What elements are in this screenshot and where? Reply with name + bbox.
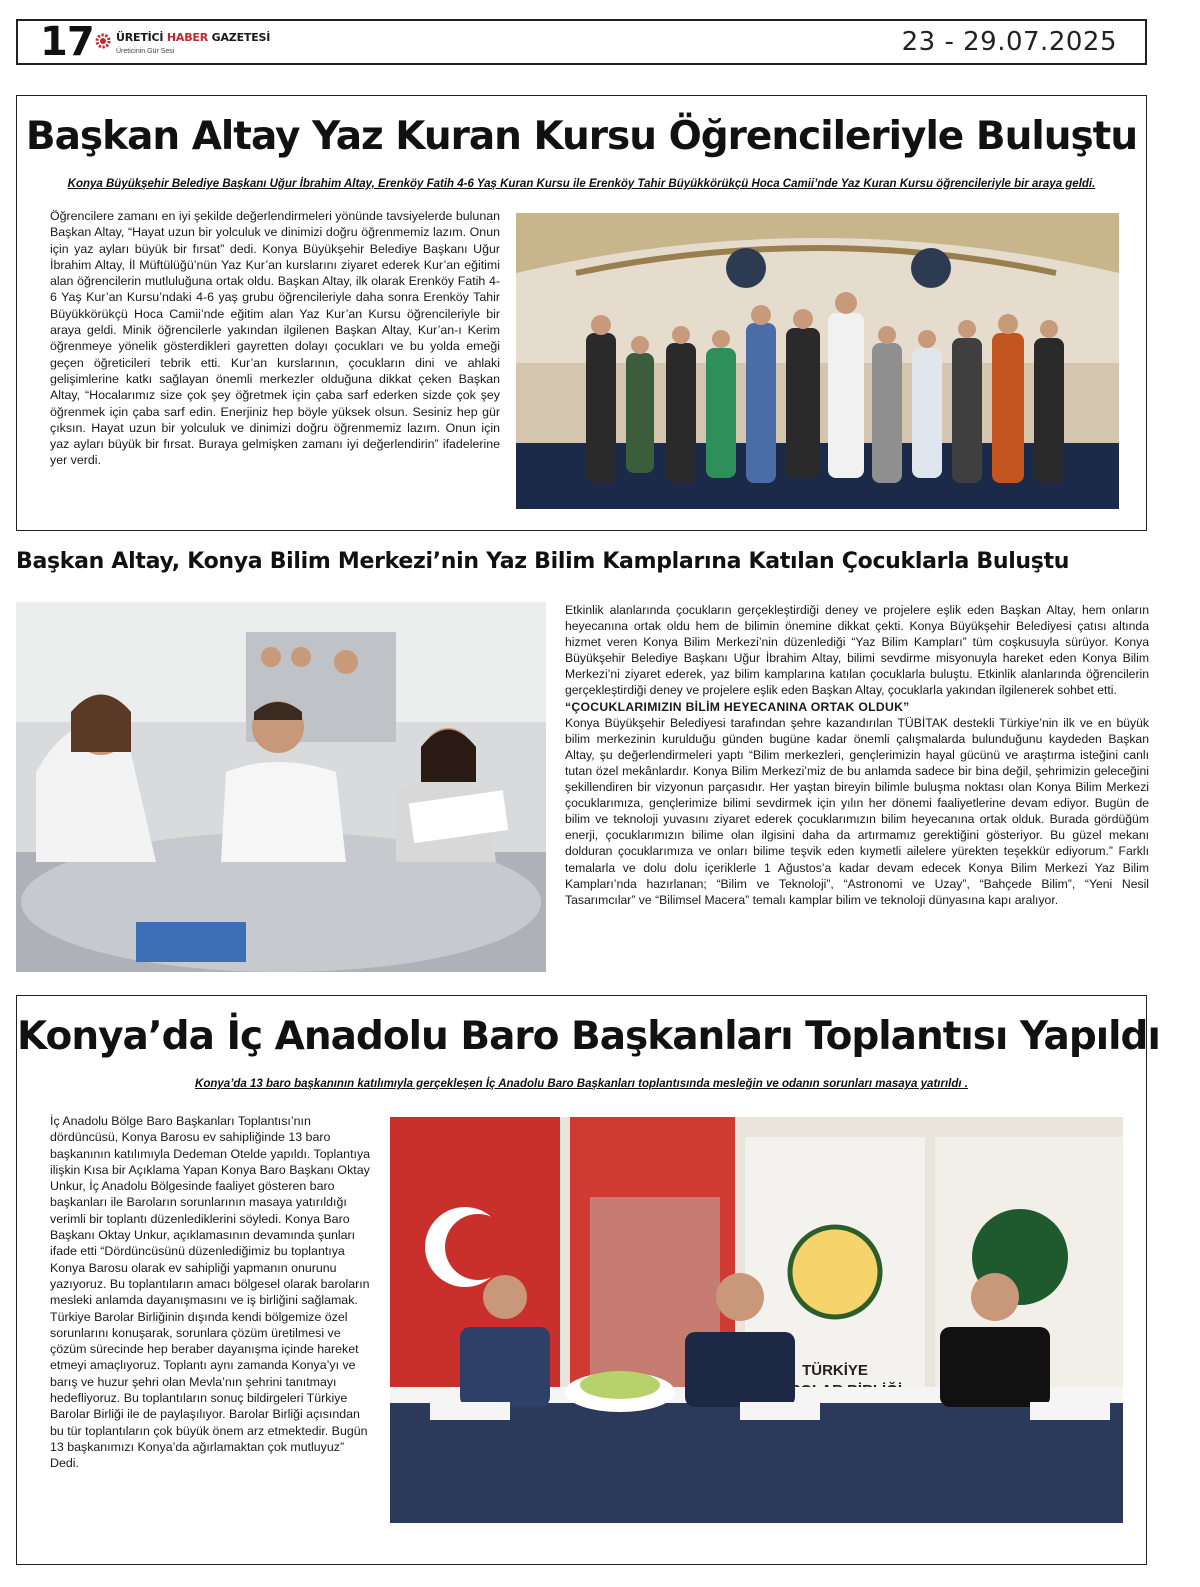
article2-body xyxy=(565,602,1149,908)
article-bar-presidents xyxy=(16,995,1160,1565)
article2-body-part2: Konya Büyükşehir Belediyesi tarafından şehre kazandırılan TÜBİTAK destekli Türkiye’nin ilk ve en büyük bilim merkezinin kurulduğu günden bugüne kadar önemli çalışmalarda bulunduğunu kaydeden Başkan Altay, şu değerlendirmeleri yaptı “Bilim merkezleri, gençlerimizin hayal gücünü ve araştırma isteğini canlı tutan özel mekânlardır. Konya Bilim Merkezi’miz de bu anlamda sadece bir bina değil, şehrimizin geleceğini şekillendiren bir vizyonun parçasıdır. Her yaştan bireyin bilimle buluşma noktası olan Konya Bilim Merkezi çocuklarımıza, gençlerimize bilimi sevdirmek için yılın her dönemi faaliyetlerine devam ediyor. Bugün de bilim ve teknoloji yuvasını ziyaret ederek çocuklarımızın bilim heyecanına ortak olduk. Burada gördüğüm enerji, çocuklarımızın bilime olan ilgisini daha da artırmamız gerektiğini gösteriyor. Bu güzel mekanı dolduran çocuklarımıza ve onları bilime teşvik eden kıymetli ailelere yürekten teşekkür ediyorum.” Farklı temalarla ve dolu dolu içeriklerle 1 Ağustos’a kadar devam edecek Konya Bilim Merkezi Yaz Bilim Kampları’nda hazırlanan; “Bilim ve Teknoloji”, “Astronomi ve Uzay”, “Bahçede Bilim”, “Yeni Nesil Tasarımcılar” ve “Bilimsel Macera” temalı kamplar bilim ve teknoloji dünyasına kapı aralıyor. xyxy=(565,715,1149,907)
logo-name-part1: ÜRETİCİ xyxy=(116,31,164,44)
page-header xyxy=(16,19,1147,65)
bar-meeting-photo xyxy=(390,1117,1123,1523)
article1-body: Öğrencilere zamanı en iyi şekilde değerlendirmeleri yönünde tavsiyelerde bulunan Başkan Altay, “Hayat uzun bir yolculuk ve dinimizi doğru öğrenmemiz lazım. Onun için yaz ayları büyük bir fırsat” dedi. Konya Büyükşehir Belediye Başkanı Uğur İbrahim Altay, İl Müftülüğü’nün Yaz Kur’an kurslarını ziyaret ederek Kur’an eğitimi alan öğrencilerin mutluluğuna ortak oldu. Başkan Altay, ilk olarak Erenköy Fatih 4-6 Yaş Kur’an Kursu’ndaki 4-6 yaş grubu öğrencileriyle daha sonra Erenköy Tahir Büyükkörükçü Hoca Camii’nde eğitim alan Yaz Kur’an Kursu öğrencileriyle bir araya geldi. Minik öğrencilerle yakından ilgilenen Başkan Altay, Kur’an-ı Kerim öğrenmeye yönelik gösterdikleri gayretten dolayı çocukları ve bu yolda emeği geçen öğreticileri tebrik etti. Kur’an kurslarının, çocukların dini ve ahlaki gelişimlerine katkı sağlayan önemli merkezler olduğuna dikkat çeken Başkan Altay, “Hocalarımız size çok şey öğretmek için çaba sarf ederken sizde çok şey öğrenmek için çaba sarf edin. Enerjiniz hep böyle yüksek olsun. Sesiniz hep gür çıksın. Hayat uzun bir yolculuk ve dinimizi doğru öğrenmemiz lazım. Onun için yaz ayları büyük bir fırsat. Buraya gelmişken zamanı iyi değerlendirin” ifadelerine yer verdi. xyxy=(50,209,500,468)
logo-name-part2: HABER xyxy=(166,31,209,44)
article2-headline: Başkan Altay, Konya Bilim Merkezi’nin Yaz Bilim Kamplarına Katılan Çocuklarla Buluştu xyxy=(16,549,1070,574)
article2-body-part1: Etkinlik alanlarında çocukların gerçekleştirdiği deney ve projelere eşlik eden Başkan Altay, hem onların heyecanına ortak oldu hem de bilimin önemine dikkat çekti. Konya Büyükşehir Belediyesi çatısı altında hizmet veren Konya Bilim Merkezi’nin düzenlediği “Yaz Bilim Kampları” tüm coşkusuyla sürüyor. Konya Büyükşehir Belediye Başkanı Uğur İbrahim Altay, bilimi sevdirme misyonuyla hareket eden Konya Bilim Merkezi’ni ziyaret ederek, yaz bilim kamplarına katılan çocuklarla buluştu. Etkinlik alanlarında öğrencilerin gerçekleştirdiği deney ve projelere eşlik eden Başkan Altay, çocuklarla yakından ilgilenerek sohbet etti. xyxy=(565,603,1149,698)
article3-deck: Konya’da 13 baro başkanının katılımıyla gerçekleşen İç Anadolu Baro Başkanları toplantısında mesleğin ve odanın sorunları masaya yatırıldı . xyxy=(195,1078,968,1090)
banner-text: TÜRKİYE xyxy=(802,1362,868,1379)
gear-logo-icon xyxy=(94,32,112,50)
article3-headline: Konya’da İç Anadolu Baro Başkanları Toplantısı Yapıldı xyxy=(17,1014,1160,1059)
article-quran-course xyxy=(16,95,1147,531)
mosque-group-photo xyxy=(516,213,1119,509)
article1-headline: Başkan Altay Yaz Kuran Kursu Öğrencileriyle Buluştu xyxy=(25,114,1138,159)
article1-deck: Konya Büyükşehir Belediye Başkanı Uğur İbrahim Altay, Erenköy Fatih 4-6 Yaş Kuran Kursu ile Erenköy Tahir Büyükkörükçü Hoca Camii’nde Yaz Kuran Kursu öğrencileriyle bir araya geldi. xyxy=(67,178,1096,190)
page-number: 17 xyxy=(40,19,94,65)
newspaper-logo xyxy=(94,28,271,62)
issue-date: 23 - 29.07.2025 xyxy=(901,27,1117,57)
logo-name-part3: GAZETESİ xyxy=(211,31,271,44)
article2-subhead: “ÇOCUKLARIMIZIN BİLİM HEYECANINA ORTAK OLDUK” xyxy=(565,699,910,714)
article3-body: İç Anadolu Bölge Baro Başkanları Toplantısı’nın dördüncüsü, Konya Barosu ev sahipliğinde 13 baro başkanının katılımıyla Dedeman Otelde yapıldı. Toplantıya ilişkin Kısa bir Açıklama Yapan Konya Baro Başkanı Oktay Unkur, İç Anadolu Bölgesinde faaliyet gösteren baro başkanları ile Baroların sorunlarının masaya yatırıldığı verimli bir toplantı düzenlediklerini söyledi. Konya Baro Başkanı Oktay Unkur, açıklamasının devamında şunları ifade etti “Dördüncüsünü düzenlediğimiz bu toplantıya Konya Barosu olarak ev sahipliği yapmanın onurunu yazıyoruz. Bu toplantıların amacı bölgesel olarak baroların mesleki anlamda dayanışmasını ve iş birliğini sağlamak. Türkiye Barolar Birliğinin dışında kendi bölgemize özel sorunlarını konuşarak, sorunlara çözüm üretilmesi ve çözüm sürecinde hep beraber dayanışma içinde hareket etmeyi amaçlıyoruz. Toplantı aynı zamanda Konya’yı ve barış ve huzur şehri olan Mevla’nın şehrini tanıtmayı hedefliyoruz. Bu toplantıların sonuç bildirgeleri Türkiye Barolar Birliği ile de paylaşılıyor. Barolar Birliği açısından bu tür toplantıların çok büyük önem arz etmektedir. Bugün 13 başkanımızı Konya’da ağırlamaktan çok mutluyuz” Dedi. xyxy=(50,1114,371,1471)
science-camp-photo xyxy=(16,602,546,972)
logo-tagline: Üreticinin Gür Sesi xyxy=(116,48,175,55)
